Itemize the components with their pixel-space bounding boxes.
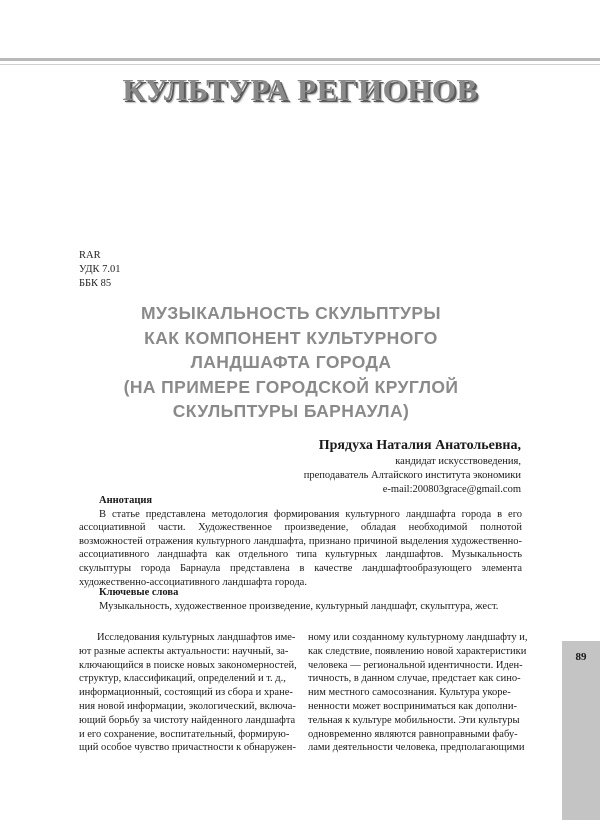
body-line: ющий борьбу за чистоту найденного ландшафта <box>79 714 296 726</box>
body-line: структур, классификаций, определений и т. д., <box>79 673 286 685</box>
header-rule-bottom <box>0 64 600 65</box>
code-rar: RAR <box>79 250 101 261</box>
abstract-text: В статье представлена методология формирования культурного ландшафта города в его ассоциативной части. Художественное произведение, обладая необходимой полнотой возможностей отражения культурного ландшафта, признано причиной выделения художественно-ассоциативного ландшафта как отдельного типа культурных ландшафтов. Музыкальность скульптуры города Барнаула представлена в качестве ландшафтообразующего элемента художественно-ассоциативного ландшафта города. <box>79 508 522 588</box>
code-bbk: ББК 85 <box>79 278 112 289</box>
body-line: как следствие, появлению новой характеристики <box>308 645 527 657</box>
code-udc: УДК 7.01 <box>79 264 121 275</box>
abstract-heading: Аннотация <box>99 495 153 506</box>
header-rule-top <box>0 58 600 61</box>
author-position: преподаватель Алтайского института экономики <box>303 470 521 481</box>
article-title-line: СКУЛЬПТУРЫ БАРНАУЛА) <box>172 401 410 421</box>
body-line: тельная к культуре мобильности. Эти культуры <box>308 714 520 726</box>
body-line: ключающийся в поиске новых закономерностей, <box>79 659 297 671</box>
article-title-line: (НА ПРИМЕРЕ ГОРОДСКОЙ КРУГЛОЙ <box>123 376 459 397</box>
author-name: Прядуха Наталия Анатольевна, <box>318 438 521 453</box>
body-line: одновременно являются равноправными фабу- <box>308 728 518 740</box>
author-degree: кандидат искусствоведения, <box>395 456 521 467</box>
article-title <box>60 301 522 424</box>
body-line: лами деятельности человека, предполагающими <box>308 742 525 754</box>
body-line: и его сохранение, воспитательный, формирую- <box>79 728 290 740</box>
page-number: 89 <box>575 651 587 663</box>
body-line: человека — региональной идентичности. Иден- <box>308 659 523 671</box>
page-side-tab <box>562 641 600 820</box>
body-column-left <box>79 631 304 755</box>
body-line: ненности может восприниматься как дополни- <box>308 700 518 712</box>
section-title: КУЛЬТУРА РЕГИОНОВ <box>122 72 478 107</box>
body-line: информационный, состоящий из сбора и хране- <box>79 687 293 699</box>
keywords <box>79 586 522 613</box>
body-line: тичность, в данном случае, предстает как сино- <box>308 673 521 685</box>
classification-codes <box>79 249 121 291</box>
body-line: ния новой информации, экологический, включа- <box>79 700 296 712</box>
article-title-line: ЛАНДШАФТА ГОРОДА <box>190 352 392 372</box>
article-title-line: КАК КОМПОНЕНТ КУЛЬТУРНОГО <box>144 327 438 348</box>
article-title-line: МУЗЫКАЛЬНОСТЬ СКУЛЬПТУРЫ <box>141 303 441 323</box>
body-line: Исследования культурных ландшафтов име- <box>97 632 296 643</box>
keywords-heading: Ключевые слова <box>99 587 179 598</box>
body-line: ним местного самосознания. Культура укоре- <box>308 687 511 699</box>
author-email: e-mail:200803grace@gmail.com <box>382 484 521 495</box>
keywords-text: Музыкальность, художественное произведение, культурный ландшафт, скульптура, жест. <box>99 600 499 612</box>
author-block <box>304 437 521 497</box>
body-line: ют разные аспекты актуальности: научный, за- <box>79 645 289 657</box>
abstract <box>79 494 522 589</box>
body-line: щий особое чувство причастности к обнаружен- <box>79 742 296 754</box>
body-line: ному или созданному культурному ландшафту и, <box>308 632 528 643</box>
body-column-right <box>308 631 547 755</box>
